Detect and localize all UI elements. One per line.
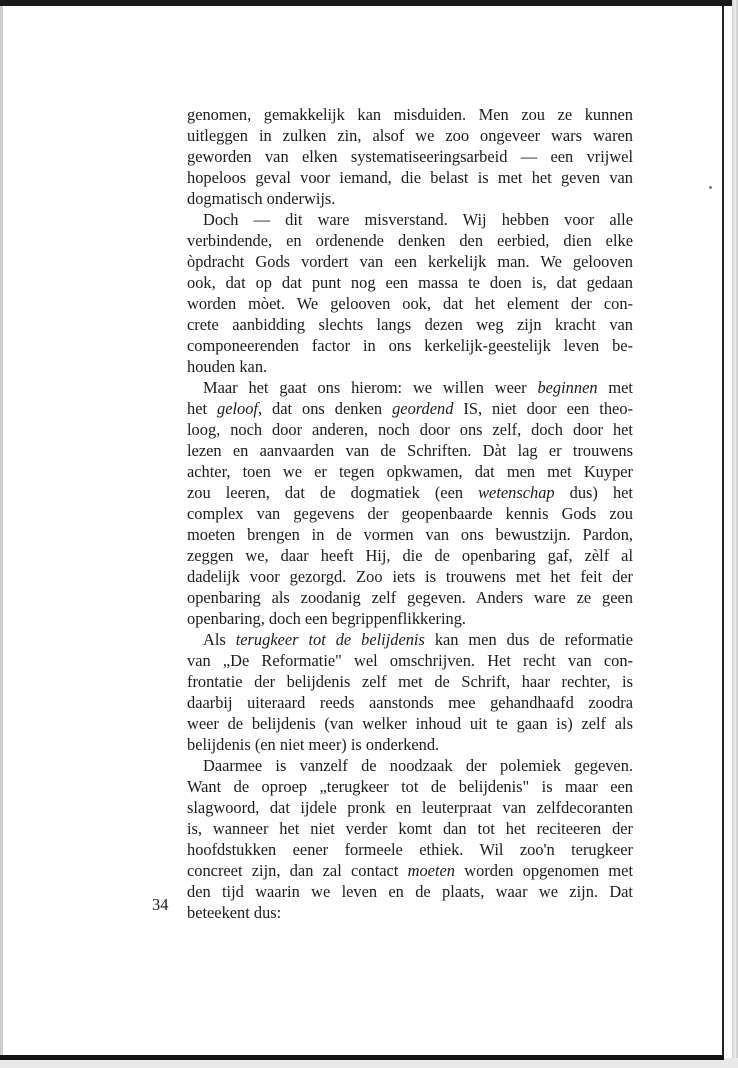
text-line: zeggen we, daar heeft Hij, die de openbaring gaf, zèlf al (187, 546, 633, 565)
text-line: lezen en aanvaarden van de Schriften. Dàt lag er trouwens (187, 441, 633, 460)
text-line: geworden van elken systematiseeringsarbeid — een vrijwel (187, 147, 633, 166)
text-line: verbindende, en ordenende denken den eerbied, dien elke (187, 231, 633, 250)
page-number: 34 (152, 895, 169, 914)
text-line: dadelijk voor gezorgd. Zoo iets is trouwens met het feit der (187, 567, 633, 586)
text-line: openbaring als zoodanig zelf gegeven. Anders ware ze geen (187, 588, 633, 607)
text-line: slagwoord, dat ijdele pronk en leuterpraat van zelfdecoranten (187, 798, 633, 817)
scan-right-edge (732, 0, 738, 1068)
text-line: hoofdstukken eener formeele ethiek. Wil zoo'n terugkeer (187, 840, 633, 859)
text-line: openbaring, doch een begrippenflikkering. (187, 609, 467, 628)
text-line: òpdracht Gods vordert van een kerkelijk man. We gelooven (187, 252, 633, 271)
text-line: weer de belijdenis (van welker inhoud uit te gaan is) zelf als (187, 714, 633, 733)
text-line: Daarmee is vanzelf de noodzaak der polemiek gegeven. (203, 756, 633, 775)
text-line: Maar het gaat ons hierom: we willen weer beginnen met (203, 378, 633, 397)
text-line: beteekent dus: (187, 903, 282, 922)
text-line: daarbij uiteraard reeds aanstonds mee gehandhaafd zoodra (187, 693, 633, 712)
scan-speck (709, 186, 712, 189)
scan-left-edge (0, 0, 3, 1068)
text-line: dogmatisch onderwijs. (187, 189, 336, 208)
text-line: den tijd waarin we leven en de plaats, waar we zijn. Dat (187, 882, 633, 901)
text-line: is, wanneer het niet verder komt dan tot het reciteeren der (187, 819, 633, 838)
text-line: ook, dat op dat punt nog een massa te doen is, dat gedaan (187, 273, 633, 292)
text-line: Als terugkeer tot de belijdenis kan men dus de reformatie (203, 630, 633, 649)
text-line: loog, noch door anderen, noch door ons zelf, doch door het (187, 420, 633, 439)
text-line: complex van gegevens der geopenbaarde kennis Gods zou (187, 504, 633, 523)
text-line: frontatie der belijdenis zelf met de Schrift, haar rechter, is (187, 672, 633, 691)
text-line: hopeloos geval voor iemand, die belast is met het geven van (187, 168, 633, 187)
text-line: concreet zijn, dan zal contact moeten worden opgenomen met (187, 861, 634, 880)
text-line: belijdenis (en niet meer) is onderkend. (187, 735, 440, 754)
text-line: van „De Reformatie" wel omschrijven. Het recht van con- (187, 651, 633, 670)
text-line: uitleggen in zulken zin, alsof we zoo ongeveer wars waren (187, 126, 633, 145)
scan-bottom-border-line (0, 1055, 724, 1060)
text-line: crete aanbidding slechts langs dezen weg zijn kracht van (187, 315, 633, 334)
text-line: zou leeren, dat de dogmatiek (een wetenschap dus) het (187, 483, 633, 502)
text-line: achter, toen we er tegen opkwamen, dat men met Kuyper (187, 462, 633, 481)
text-line: worden mòet. We gelooven ook, dat het element der con- (187, 294, 633, 313)
text-line: het geloof, dat ons denken geordend IS, niet door een theo- (187, 399, 633, 418)
scan-top-edge (0, 0, 738, 6)
text-line: componeerenden factor in ons kerkelijk-geestelijk leven be- (187, 336, 633, 355)
text-line: Doch — dit ware misverstand. Wij hebben voor alle (203, 210, 633, 229)
text-line: moeten brengen in de vormen van ons bewustzijn. Pardon, (187, 525, 633, 544)
page-body (187, 104, 633, 923)
text-line: Want de oproep „terugkeer tot de belijdenis" is maar een (187, 777, 633, 796)
text-line: genomen, gemakkelijk kan misduiden. Men zou ze kunnen (187, 105, 633, 124)
scan-right-border-line (722, 6, 724, 1060)
text-line: houden kan. (187, 357, 268, 376)
